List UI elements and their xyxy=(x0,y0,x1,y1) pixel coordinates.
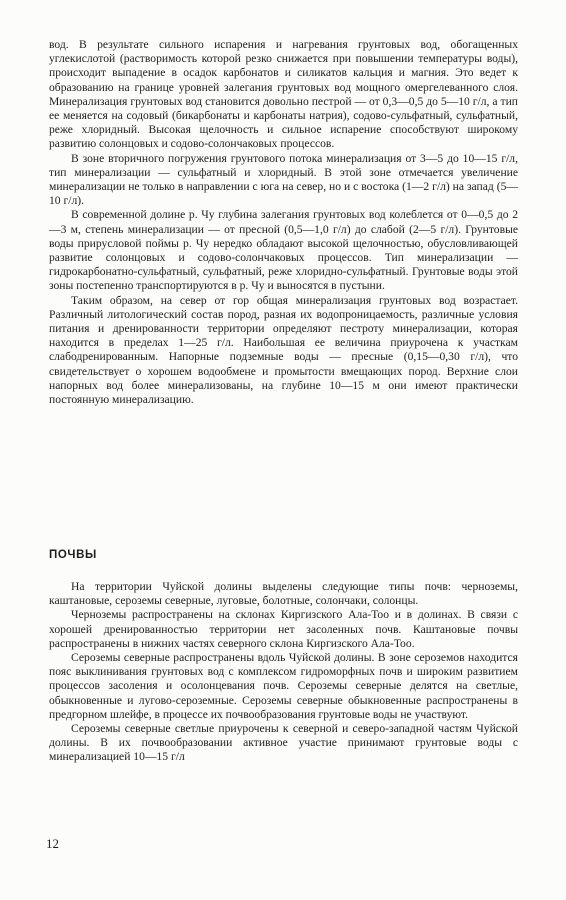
paragraph-mineralization-summary: Таким образом, на север от гор общая минерализация грунтовых вод возрастает. Различный литологический состав пород, разная их водопроницаемость, различные условия питания и дренированности территории определяют пестроту минерализации, которая находится в пределах 1—25 г/л. Наибольшая ее величина приурочена к участкам слабодренированным. Напорные подземные воды — пресные (0,15—0,30 г/л), что свидетельствует о хорошем водообмене и промытости вмещающих пород. Верхние слои напорных вод более минерализованы, на глубине 10—15 м они имеют практически постоянную минерализацию. xyxy=(49,293,518,407)
soils-text-block xyxy=(49,580,518,765)
groundwater-text-block xyxy=(49,38,518,407)
paragraph-northern-serozems: Сероземы северные распространены вдоль Чуйской долины. В зоне сероземов находится пояс выклинивания грунтовых вод с комплексом гидроморфных почв и широким развитием процессов засоления и осолонцевания почв. Сероземы северные делятся на светлые, обыкновенные и лугово-сероземные. Сероземы северные обыкновенные распространены в предгорном шлейфе, в процессе их почвообразования грунтовые воды не участвуют. xyxy=(49,651,518,721)
paragraph-light-serozems: Сероземы северные светлые приурочены к северной и северо-западной частям Чуйской долины. В их почвообразовании активное участие принимают грунтовые воды с минерализацией 10—15 г/л xyxy=(49,722,518,764)
paragraph-secondary-submersion-zone: В зоне вторичного погружения грунтового потока минерализация от 3—5 до 10—15 г/л, тип минерализации — сульфатный и хлоридный. В этой зоне отмечается увеличение минерализации не только в направлении с юга на север, но и с востока (1—2 г/л) на запад (5—10 г/л). xyxy=(49,151,518,208)
paragraph-chernozems: Черноземы распространены на склонах Киргизского Ала-Тоо и в долинах. В связи с хорошей дренированностью территории нет засоленных почв. Каштановые почвы распространены в нижних частях северного склона Киргизского Ала-Тоо. xyxy=(49,608,518,650)
page-number: 12 xyxy=(46,836,59,851)
paragraph-evaporation-continuation: вод. В результате сильного испарения и нагревания грунтовых вод, обогащенных углекислотой (растворимость которой резко снижается при повышении температуры воды), происходит выпадение в осадок карбонатов и силикатов кальция и магния. Это ведет к образованию на границе уровней залегания грунтовых вод мощного омергелеванного слоя. Минерализация грунтовых вод становится довольно пестрой — от 0,3—0,5 до 5—10 г/л, а тип ее меняется на содовый (бикарбонаты и карбонаты натрия), содово-сульфатный, сульфатный, реже хлоридный. Высокая щелочность и сильное испарение способствуют широкому развитию солонцовых и содово-солончаковых процессов. xyxy=(49,38,518,151)
paragraph-chu-river-valley: В современной долине р. Чу глубина залегания грунтовых вод колеблется от 0—0,5 до 2—3 м, степень минерализации — от пресной (0,5—1,0 г/л) до слабой (2—5 г/л). Грунтовые воды прирусловой поймы р. Чу нередко обладают высокой щелочностью, обусловливающей развитие солонцовых и содово-солончаковых процессов. Тип минерализации — гидрокарбонатно-сульфатный, сульфатный, реже хлоридно-сульфатный. Грунтовые воды этой зоны постепенно транспортируются в р. Чу и выносятся в пустыни. xyxy=(49,208,518,293)
section-heading-soils: ПОЧВЫ xyxy=(49,549,97,561)
paragraph-soil-types: На территории Чуйской долины выделены следующие типы почв: черноземы, каштановые, сероземы северные, луговые, болотные, солончаки, солонцы. xyxy=(49,580,518,608)
